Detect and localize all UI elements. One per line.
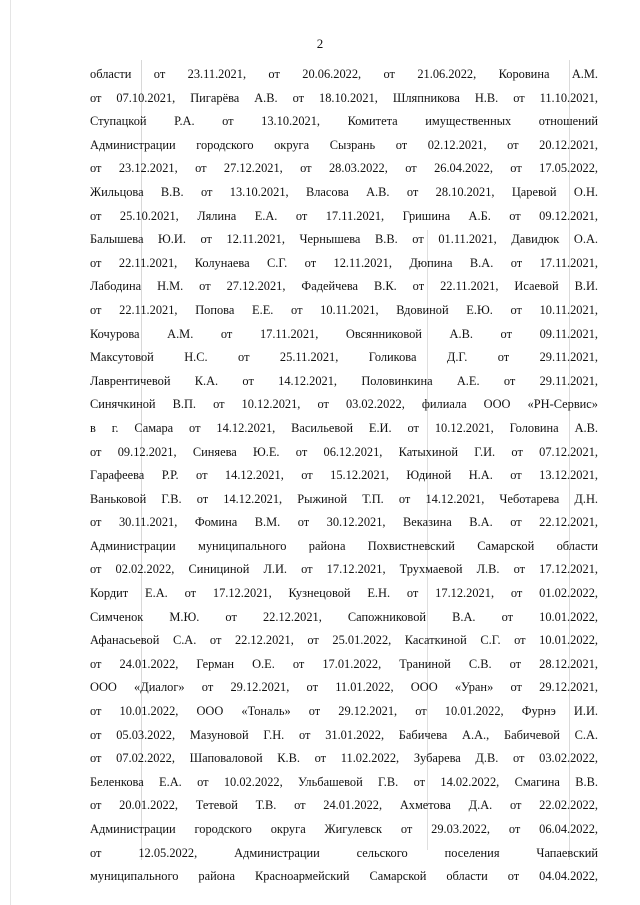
text-line: Лабодина Н.М. от 27.12.2021, Фадейчева В.К. от 22.11.2021, Исаевой В.И. bbox=[90, 279, 598, 294]
text-line: от 24.01.2022, Герман О.Е. от 17.01.2022, Траниной С.В. от 28.12.2021, bbox=[90, 656, 598, 671]
text-line: Ваньковой Г.В. от 14.12.2021, Рыжиной Т.П. от 14.12.2021, Чеботарева Д.Н. bbox=[90, 491, 598, 506]
text-line: Кордит Е.А. от 17.12.2021, Кузнецовой Е.Н. от 17.12.2021, от 01.02.2022, bbox=[90, 586, 598, 601]
text-line: области от 23.11.2021, от 20.06.2022, от 21.06.2022, Коровина А.М. bbox=[90, 67, 598, 81]
text-line: Администрации городского округа Жигулевск от 29.03.2022, от 06.04.2022, bbox=[90, 822, 598, 836]
text-line: от 07.10.2021, Пигарёва А.В. от 18.10.2021, Шляпникова Н.В. от 11.10.2021, bbox=[90, 90, 598, 105]
text-line: от 07.02.2022, Шаповаловой К.В. от 11.02.2022, Зубарева Д.В. от 03.02.2022, bbox=[90, 751, 598, 766]
text-line: от 22.11.2021, Попова Е.Е. от 10.11.2021, Вдовиной Е.Ю. от 10.11.2021, bbox=[90, 302, 598, 317]
text-line: от 12.05.2022, Администрации сельского поселения Чапаевский bbox=[90, 845, 598, 860]
text-line: от 10.01.2022, ООО «Тональ» от 29.12.2021, от 10.01.2022, Фурнэ И.И. bbox=[90, 704, 598, 719]
text-line: от 02.02.2022, Синициной Л.И. от 17.12.2021, Трухмаевой Л.В. от 17.12.2021, bbox=[90, 562, 598, 577]
text-line: от 20.01.2022, Тетевой Т.В. от 24.01.2022, Ахметова Д.А. от 22.02.2022, bbox=[90, 798, 598, 813]
text-line: от 30.11.2021, Фомина В.М. от 30.12.2021, Веказина В.А. от 22.12.2021, bbox=[90, 515, 598, 530]
text-line: Администрации муниципального района Похвистневский Самарской области bbox=[90, 538, 598, 553]
text-line: в г. Самара от 14.12.2021, Васильевой Е.И. от 10.12.2021, Головина А.В. bbox=[90, 420, 598, 435]
scan-streak bbox=[10, 0, 11, 905]
body-text bbox=[90, 63, 598, 889]
text-line: от 09.12.2021, Синяева Ю.Е. от 06.12.2021, Катыхиной Г.И. от 07.12.2021, bbox=[90, 444, 598, 459]
text-line: Лаврентичевой К.А. от 14.12.2021, Половинкина А.Е. от 29.11.2021, bbox=[90, 373, 598, 388]
text-line: от 05.03.2022, Мазуновой Г.Н. от 31.01.2022, Бабичева А.А., Бабичевой С.А. bbox=[90, 727, 598, 742]
text-line: Кочурова А.М. от 17.11.2021, Овсянниковой А.В. от 09.11.2021, bbox=[90, 326, 598, 341]
text-line: Администрации городского округа Сызрань от 02.12.2021, от 20.12.2021, bbox=[90, 137, 598, 152]
text-line: Максутовой Н.С. от 25.11.2021, Голикова Д.Г. от 29.11.2021, bbox=[90, 350, 598, 365]
text-line: Афанасьевой С.А. от 22.12.2021, от 25.01.2022, Касаткиной С.Г. от 10.01.2022, bbox=[90, 633, 598, 648]
text-line: Ступацкой Р.А. от 13.10.2021, Комитета имущественных отношений bbox=[90, 114, 598, 129]
text-line: от 25.10.2021, Лялина Е.А. от 17.11.2021, Гришина А.Б. от 09.12.2021, bbox=[90, 208, 598, 223]
text-line: Жильцова В.В. от 13.10.2021, Власова А.В. от 28.10.2021, Царевой О.Н. bbox=[90, 184, 598, 199]
text-line: Синячкиной В.П. от 10.12.2021, от 03.02.2022, филиала ООО «РН-Сервис» bbox=[90, 397, 598, 412]
text-line: ООО «Диалог» от 29.12.2021, от 11.01.2022, ООО «Уран» от 29.12.2021, bbox=[90, 680, 598, 695]
text-line: Гарафеева Р.Р. от 14.12.2021, от 15.12.2021, Юдиной Н.А. от 13.12.2021, bbox=[90, 468, 598, 483]
text-line: Симченок М.Ю. от 22.12.2021, Сапожниковой В.А. от 10.01.2022, bbox=[90, 609, 598, 624]
text-line: от 23.12.2021, от 27.12.2021, от 28.03.2022, от 26.04.2022, от 17.05.2022, bbox=[90, 161, 598, 176]
page-number: 2 bbox=[316, 36, 324, 51]
text-line: от 22.11.2021, Колунаева С.Г. от 12.11.2021, Дюпина В.А. от 17.11.2021, bbox=[90, 255, 598, 270]
text-line: Балышева Ю.И. от 12.11.2021, Чернышева В.В. от 01.11.2021, Давидюк О.А. bbox=[90, 232, 598, 247]
text-line: муниципального района Красноармейский Самарской области от 04.04.2022, bbox=[90, 869, 598, 884]
text-line: Беленкова Е.А. от 10.02.2022, Ульбашевой Г.В. от 14.02.2022, Смагина В.В. bbox=[90, 774, 598, 789]
